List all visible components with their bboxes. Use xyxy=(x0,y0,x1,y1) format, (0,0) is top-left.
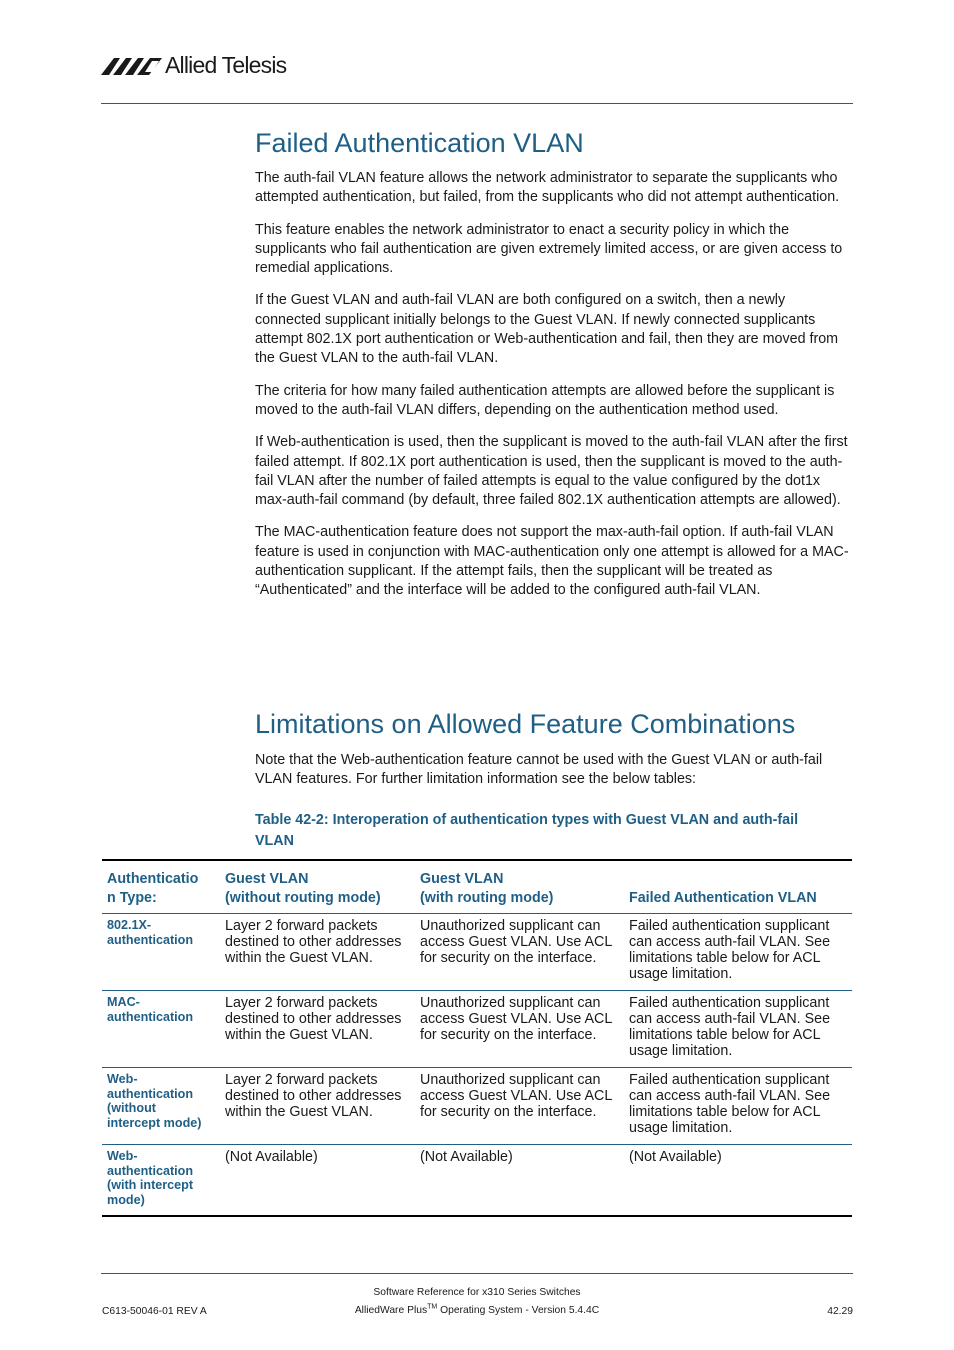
table-caption xyxy=(255,810,853,852)
paragraph: If the Guest VLAN and auth-fail VLAN are both configured on a switch, then a newly connected supplicant initially belongs to the Guest VLAN. If newly connected supplicants attempt 802.1X port authentication or Web-authentication and fail, then they are moved from the Guest VLAN to the auth-fail VLAN. xyxy=(255,292,839,367)
section-heading: Limitations on Allowed Feature Combinations xyxy=(255,709,796,739)
paragraph: This feature enables the network administrator to enact a security policy in which the supplicants who fail authentication are given extremely limited access, or are given access to remedial applications. xyxy=(255,221,843,277)
allied-telesis-logo xyxy=(101,52,286,79)
header-guest-vlan-routing: Guest VLAN (with routing mode) xyxy=(420,871,554,906)
cell-failed-vlan: Failed authentication supplicant can access auth-fail VLAN. See limitations table below for ACL usage limitation. xyxy=(624,914,852,991)
paragraph: If Web-authentication is used, then the supplicant is moved to the auth-fail VLAN after the first failed attempt. If 802.1X port authentication is used, then the supplicant is moved to the auth-fail VLAN after the number of failed attempts is equal to the value configured by the dot1x max-auth-fail command (by default, three failed 802.1X authentication attempts are allowed). xyxy=(255,434,848,509)
table-row xyxy=(102,1068,852,1145)
footer-document-id: C613-50046-01 REV A xyxy=(102,1306,207,1317)
cell-guest-routing: (Not Available) xyxy=(415,1145,624,1217)
row-auth-type: Web- authentication (without intercept mode) xyxy=(102,1068,220,1145)
row-auth-type: 802.1X- authentication xyxy=(102,914,220,991)
section-heading: Failed Authentication VLAN xyxy=(255,128,584,158)
allied-telesis-logo-mark-icon xyxy=(101,55,163,77)
table-caption-line: VLAN xyxy=(255,833,294,849)
table-header-row xyxy=(102,860,852,914)
paragraph: The auth-fail VLAN feature allows the network administrator to separate the supplicants who attempted authentication, but failed, from the supplicants who did not attempt authentication. xyxy=(255,170,840,206)
cell-failed-vlan: (Not Available) xyxy=(624,1145,852,1217)
cell-guest-routing: Unauthorized supplicant can access Guest VLAN. Use ACL for security on the interface. xyxy=(415,991,624,1068)
table-row xyxy=(102,1145,852,1217)
cell-guest-routing: Unauthorized supplicant can access Guest VLAN. Use ACL for security on the interface. xyxy=(415,1068,624,1145)
section-limitations xyxy=(255,705,853,803)
header-guest-vlan-no-routing: Guest VLAN (without routing mode) xyxy=(225,871,381,906)
cell-guest-no-routing: (Not Available) xyxy=(220,1145,415,1217)
cell-guest-routing: Unauthorized supplicant can access Guest VLAN. Use ACL for security on the interface. xyxy=(415,914,624,991)
row-auth-type: Web- authentication (with intercept mode) xyxy=(102,1145,220,1217)
table-row xyxy=(102,914,852,991)
header-failed-auth-vlan: Failed Authentication VLAN xyxy=(629,890,817,906)
table-caption-line: Table 42-2: Interoperation of authentication types with Guest VLAN and auth-fail xyxy=(255,812,799,828)
cell-guest-no-routing: Layer 2 forward packets destined to other addresses within the Guest VLAN. xyxy=(220,1068,415,1145)
footer-title: Software Reference for x310 Series Switches xyxy=(373,1287,581,1298)
footer-os-version: AlliedWare Plus™ Operating System - Version 5.4.4C xyxy=(354,1303,600,1316)
footer-page-number: 42.29 xyxy=(827,1306,853,1317)
paragraph: Note that the Web-authentication feature cannot be used with the Guest VLAN or auth-fail VLAN features. For further limitation information see the below tables: xyxy=(255,752,823,788)
paragraph: The criteria for how many failed authentication attempts are allowed before the supplicant is moved to the auth-fail VLAN differs, depending on the authentication method used. xyxy=(255,382,835,418)
cell-guest-no-routing: Layer 2 forward packets destined to other addresses within the Guest VLAN. xyxy=(220,914,415,991)
cell-guest-no-routing: Layer 2 forward packets destined to other addresses within the Guest VLAN. xyxy=(220,991,415,1068)
header-divider xyxy=(101,103,853,104)
cell-failed-vlan: Failed authentication supplicant can access auth-fail VLAN. See limitations table below for ACL usage limitation. xyxy=(624,1068,852,1145)
paragraph: The MAC-authentication feature does not support the max-auth-fail option. If auth-fail VLAN feature is used in conjunction with MAC-authentication only one attempt is allowed for a MAC-authentication supplicant. If the attempt fails, then the supplicant will be treated as “Authenticated” and the interface will be added to the configured auth-fail VLAN. xyxy=(255,524,849,599)
header-auth-type: Authenticatio n Type: xyxy=(107,871,199,906)
footer-divider xyxy=(101,1273,853,1274)
table-row xyxy=(102,991,852,1068)
cell-failed-vlan: Failed authentication supplicant can access auth-fail VLAN. See limitations table below for ACL usage limitation. xyxy=(624,991,852,1068)
logo-text: Allied Telesis xyxy=(165,52,287,78)
section-failed-auth-vlan xyxy=(255,124,853,614)
row-auth-type: MAC- authentication xyxy=(102,991,220,1068)
interoperation-table xyxy=(102,859,852,1217)
